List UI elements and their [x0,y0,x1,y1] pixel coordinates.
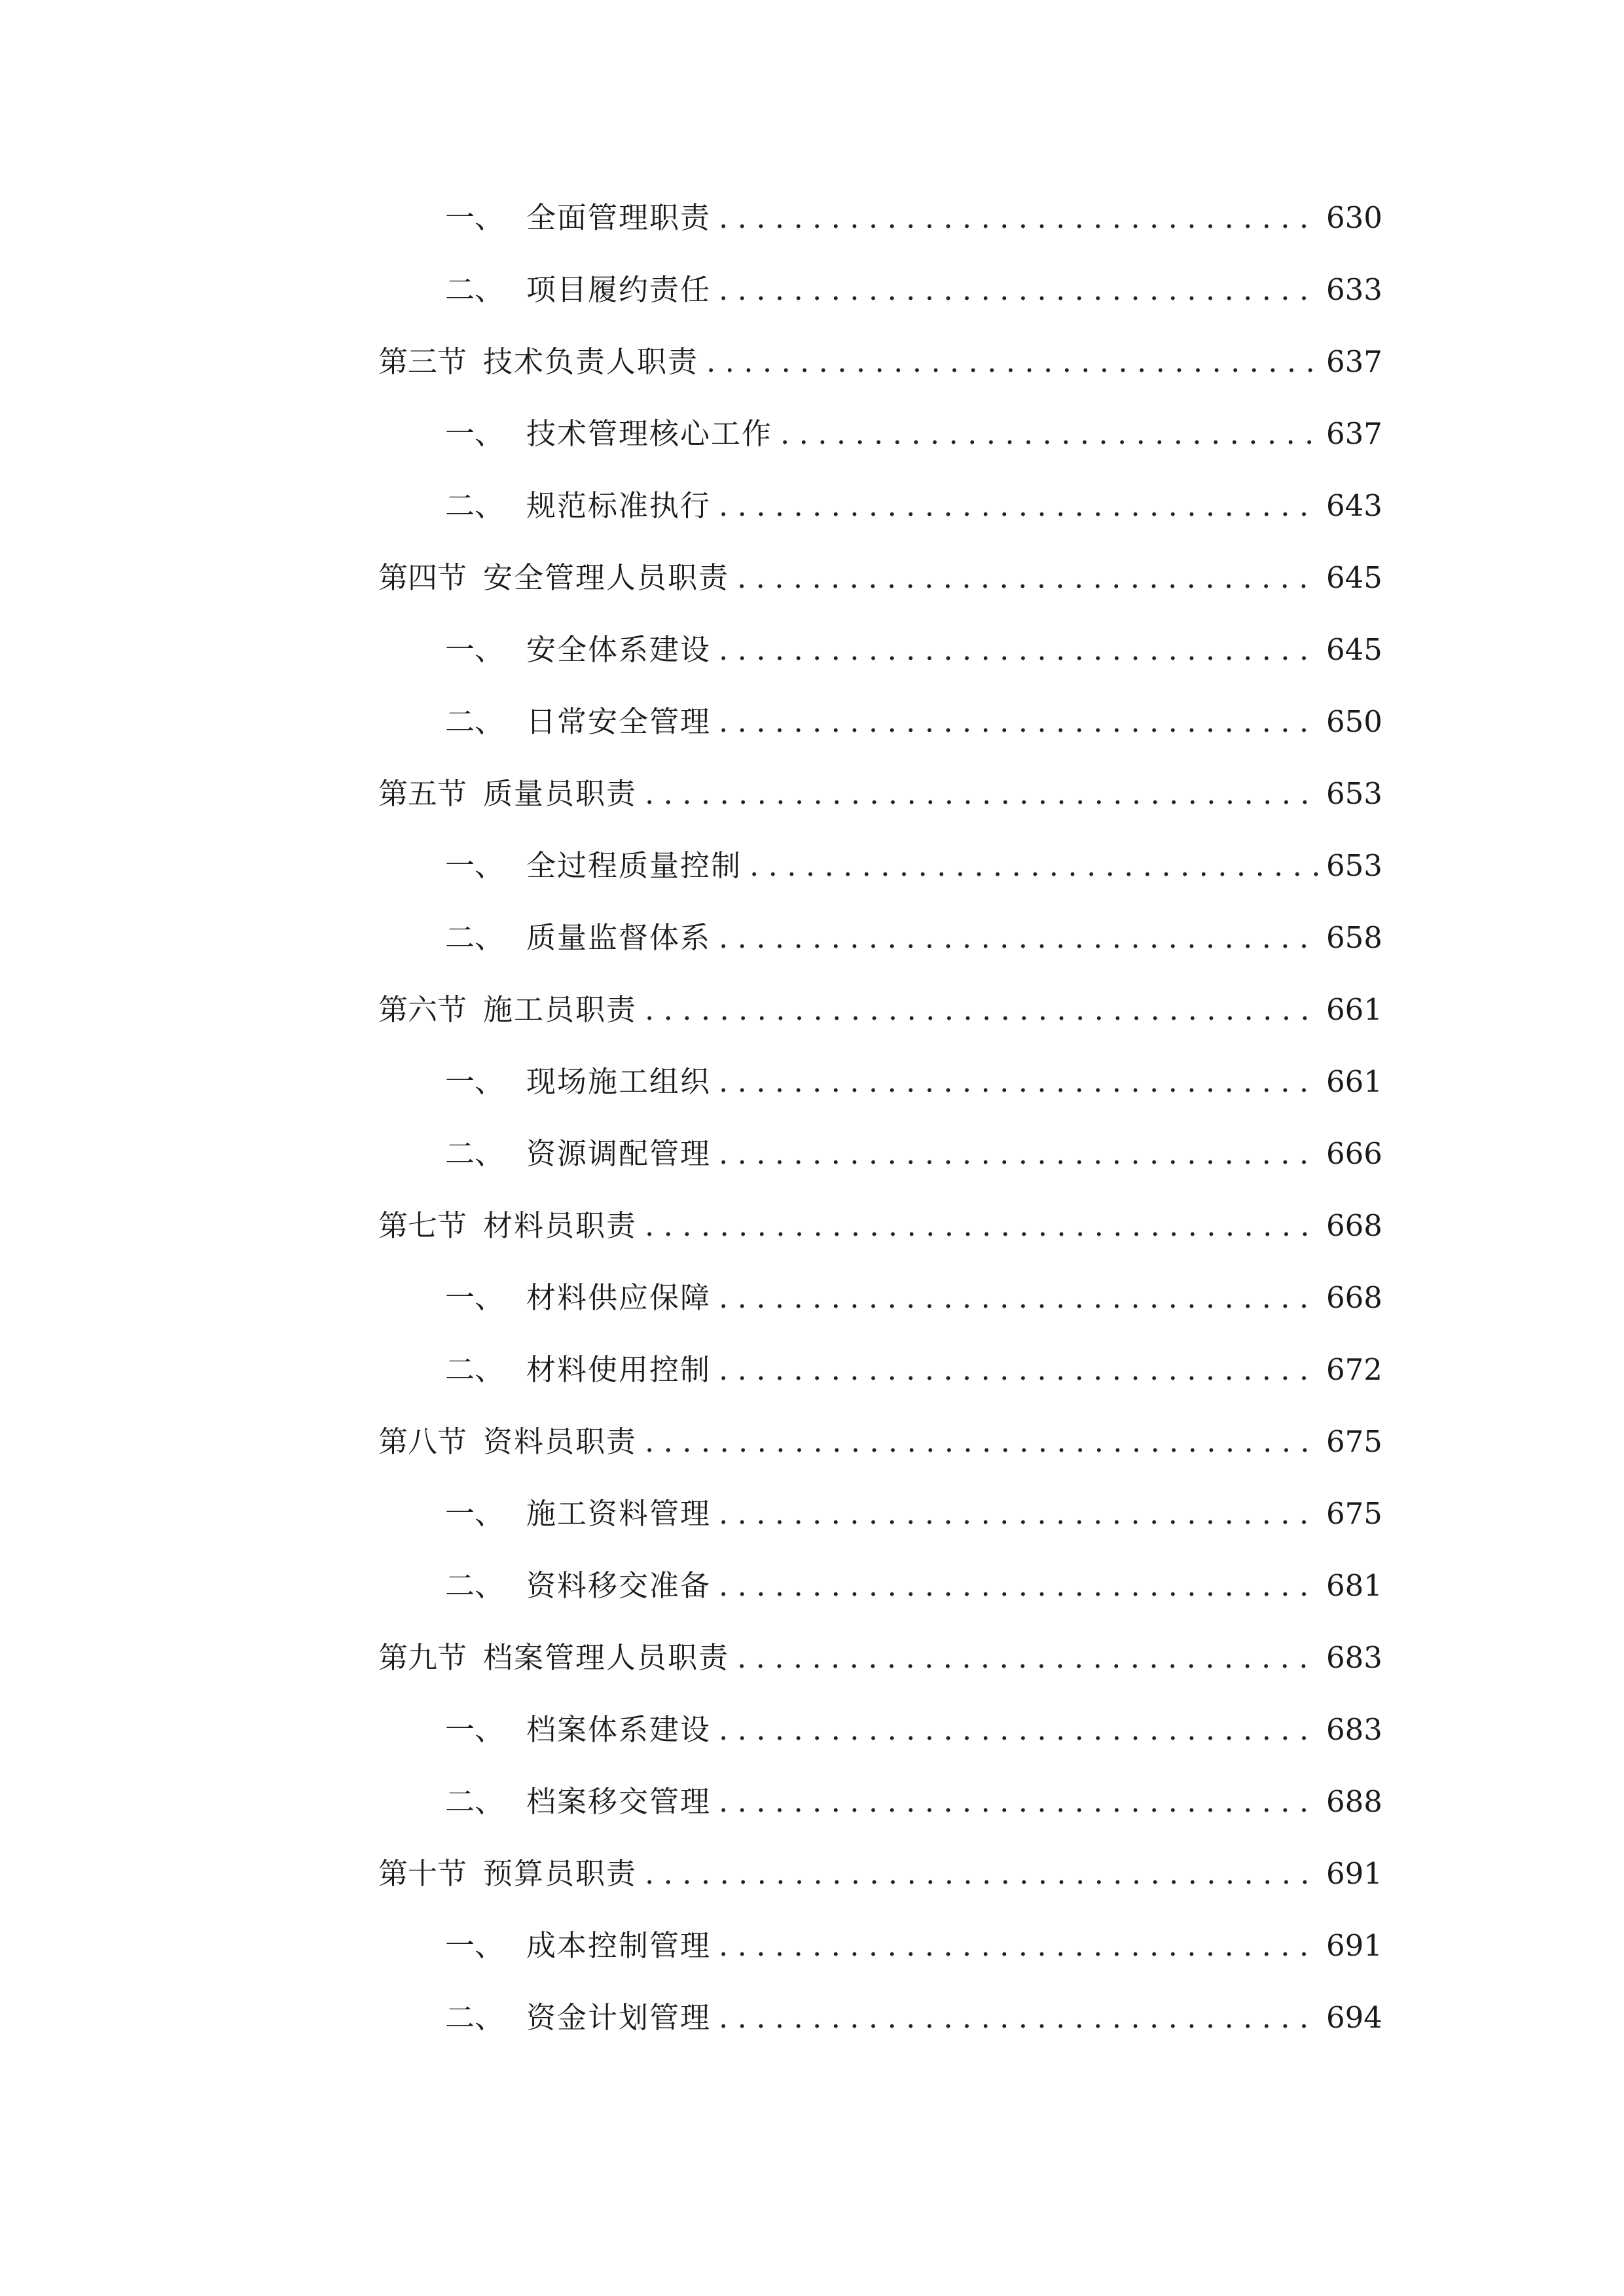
toc-entry-page: 694 [1326,2000,1382,2035]
dot-leader [780,406,1318,461]
dot-leader [645,1198,1318,1253]
toc-entry-section[interactable] [378,1630,1382,1685]
toc-entry-page: 675 [1326,1424,1382,1459]
toc-entry-section[interactable] [378,1414,1382,1469]
toc-entry-item[interactable] [445,406,1382,461]
toc-entry-number: 一、 [445,1280,505,1315]
toc-entry-item[interactable] [445,262,1382,317]
toc-entry-page: 661 [1326,992,1382,1027]
toc-entry-number: 二、 [445,272,505,307]
toc-entry-page: 681 [1326,1568,1382,1603]
dot-leader [719,1342,1318,1397]
toc-entry-number: 第四节 [378,560,467,595]
toc-entry-title: 档案体系建设 [526,1712,712,1747]
toc-entry-item[interactable] [445,1774,1382,1829]
toc-entry-section[interactable] [378,550,1382,605]
toc-entry-title: 档案管理人员职责 [483,1640,730,1675]
toc-entry-page: 637 [1326,344,1382,379]
toc-entry-item[interactable] [445,622,1382,677]
toc-entry-title: 技术管理核心工作 [526,416,773,451]
dot-leader [719,1054,1318,1109]
dot-leader [645,1846,1318,1901]
toc-entry-item[interactable] [445,910,1382,965]
toc-entry-title: 材料使用控制 [526,1352,712,1387]
dot-leader [719,262,1318,317]
dot-leader [719,1774,1318,1829]
toc-entry-item[interactable] [445,838,1382,893]
toc-entry-item[interactable] [445,1558,1382,1613]
toc-entry-item[interactable] [445,478,1382,533]
toc-entry-page: 675 [1326,1496,1382,1531]
toc-entry-page: 683 [1326,1640,1382,1675]
toc-entry-title: 资料员职责 [483,1424,638,1459]
dot-leader [737,550,1318,605]
toc-entry-page: 653 [1326,776,1382,811]
toc-entry-number: 一、 [445,1064,505,1099]
toc-entry-title: 资料移交准备 [526,1568,712,1603]
dot-leader [719,1270,1318,1325]
toc-entry-item[interactable] [445,1918,1382,1973]
toc-entry-number: 第八节 [378,1424,467,1459]
dot-leader [719,910,1318,965]
toc-entry-title: 安全管理人员职责 [483,560,730,595]
toc-entry-title: 质量监督体系 [526,920,712,955]
toc-entry-page: 630 [1326,200,1382,235]
toc-entry-number: 第三节 [378,344,467,379]
dot-leader [645,1414,1318,1469]
toc-entry-title: 全过程质量控制 [526,848,742,883]
dot-leader [719,694,1318,749]
dot-leader [719,622,1318,677]
toc-entry-number: 二、 [445,704,505,739]
toc-entry-title: 规范标准执行 [526,488,712,523]
toc-entry-number: 二、 [445,1136,505,1171]
toc-entry-number: 一、 [445,200,505,235]
toc-entry-section[interactable] [378,334,1382,389]
toc-entry-number: 一、 [445,416,505,451]
toc-entry-section[interactable] [378,1846,1382,1901]
toc-entry-page: 653 [1326,848,1382,883]
toc-entry-page: 666 [1326,1136,1382,1171]
toc-entry-item[interactable] [445,1486,1382,1541]
toc-entry-page: 633 [1326,272,1382,307]
toc-entry-item[interactable] [445,1054,1382,1109]
toc-entry-item[interactable] [445,1702,1382,1757]
dot-leader [645,766,1318,821]
dot-leader [737,1630,1318,1685]
toc-entry-number: 二、 [445,920,505,955]
toc-entry-number: 第六节 [378,992,467,1027]
toc-entry-title: 预算员职责 [483,1856,638,1891]
toc-entry-page: 643 [1326,488,1382,523]
toc-entry-number: 一、 [445,1712,505,1747]
toc-entry-title: 成本控制管理 [526,1928,712,1963]
toc-entry-page: 691 [1326,1928,1382,1963]
dot-leader [719,1918,1318,1973]
toc-entry-title: 材料员职责 [483,1208,638,1243]
toc-entry-number: 第十节 [378,1856,467,1891]
toc-entry-section[interactable] [378,982,1382,1037]
toc-entry-number: 二、 [445,1352,505,1387]
toc-entry-number: 第五节 [378,776,467,811]
dot-leader [706,334,1318,389]
toc-entry-title: 全面管理职责 [526,200,712,235]
toc-entry-item[interactable] [445,1990,1382,2045]
toc-entry-item[interactable] [445,694,1382,749]
toc-entry-number: 一、 [445,1496,505,1531]
toc-entry-number: 一、 [445,848,505,883]
toc-entry-page: 683 [1326,1712,1382,1747]
toc-entry-number: 二、 [445,488,505,523]
toc-entry-page: 672 [1326,1352,1382,1387]
toc-entry-title: 资金计划管理 [526,2000,712,2035]
dot-leader [645,982,1318,1037]
dot-leader [719,1558,1318,1613]
toc-entry-page: 688 [1326,1784,1382,1819]
toc-entry-item[interactable] [445,1342,1382,1397]
toc-entry-page: 650 [1326,704,1382,739]
toc-entry-section[interactable] [378,766,1382,821]
toc-entry-page: 668 [1326,1280,1382,1315]
toc-entry-title: 安全体系建设 [526,632,712,667]
toc-entry-page: 658 [1326,920,1382,955]
toc-entry-item[interactable] [445,1270,1382,1325]
toc-entry-title: 材料供应保障 [526,1280,712,1315]
toc-entry-title: 档案移交管理 [526,1784,712,1819]
toc-entry-title: 资源调配管理 [526,1136,712,1171]
dot-leader [719,1486,1318,1541]
dot-leader [719,478,1318,533]
dot-leader [719,1990,1318,2045]
toc-entry-title: 施工资料管理 [526,1496,712,1531]
toc-entry-item[interactable] [445,1126,1382,1181]
toc-entry-number: 二、 [445,1784,505,1819]
toc-entry-page: 691 [1326,1856,1382,1891]
toc-entry-title: 现场施工组织 [526,1064,712,1099]
toc-entry-page: 645 [1326,560,1382,595]
toc-entry-title: 项目履约责任 [526,272,712,307]
toc-entry-page: 668 [1326,1208,1382,1243]
toc-entry-number: 二、 [445,2000,505,2035]
toc-entry-number: 一、 [445,1928,505,1963]
toc-entry-number: 第七节 [378,1208,467,1243]
dot-leader [719,190,1318,245]
toc-entry-title: 日常安全管理 [526,704,712,739]
toc-entry-title: 质量员职责 [483,776,638,811]
toc-entry-page: 645 [1326,632,1382,667]
toc-entry-item[interactable] [445,190,1382,245]
dot-leader [719,1126,1318,1181]
dot-leader [719,1702,1318,1757]
toc-entry-number: 第九节 [378,1640,467,1675]
toc-entry-page: 661 [1326,1064,1382,1099]
dot-leader [749,838,1318,893]
toc-entry-title: 技术负责人职责 [483,344,699,379]
toc-entry-number: 一、 [445,632,505,667]
toc-entry-section[interactable] [378,1198,1382,1253]
toc-entry-title: 施工员职责 [483,992,638,1027]
toc-entry-number: 二、 [445,1568,505,1603]
toc-entry-page: 637 [1326,416,1382,451]
